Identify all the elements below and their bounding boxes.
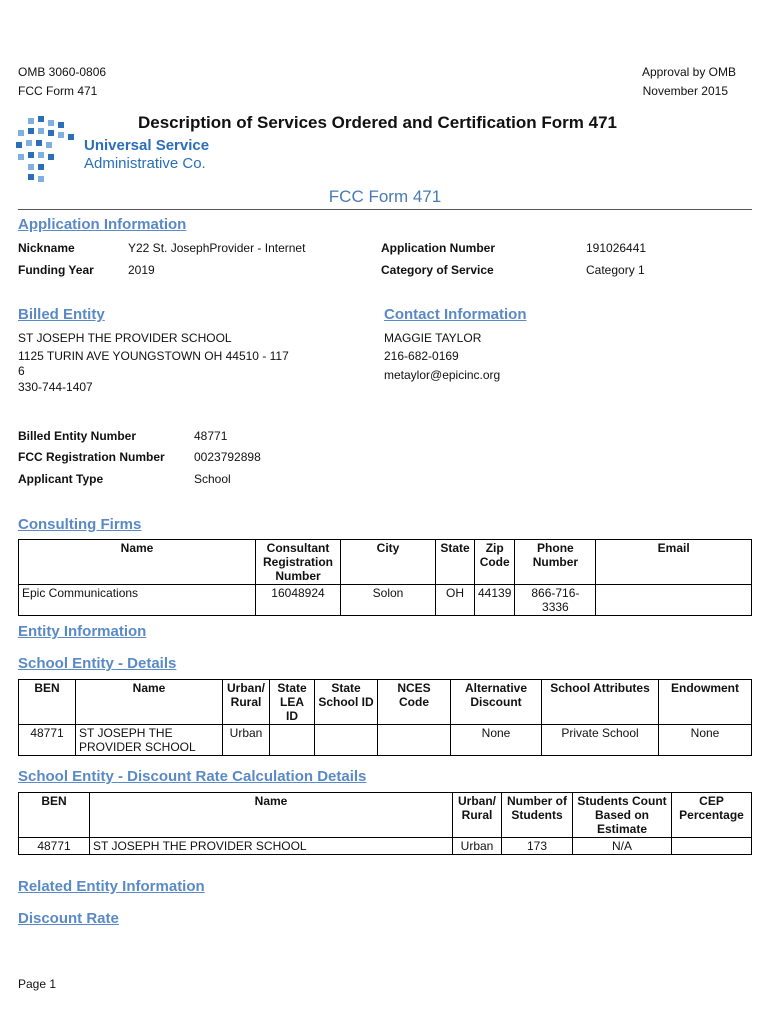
billed-address-line2: 6 [18, 364, 25, 378]
form-heading: FCC Form 471 [328, 187, 442, 206]
cell-urban-rural: Urban [453, 838, 502, 855]
col-urban-rural: Urban/ Rural [223, 680, 270, 725]
page-number: Page 1 [18, 977, 57, 991]
billed-phone: 330-744-1407 [18, 380, 93, 394]
col-cep: CEP Percentage [672, 793, 752, 838]
cell-state: OH [436, 585, 475, 616]
cell-email [596, 585, 752, 616]
col-students: Number of Students [502, 793, 573, 838]
cell-phone: 866-716-3336 [515, 585, 596, 616]
col-name: Name [76, 680, 223, 725]
cell-alt-discount: None [451, 725, 542, 756]
app-number-label: Application Number [381, 241, 496, 255]
section-discount-calc: School Entity - Discount Rate Calculation Details [18, 768, 367, 785]
col-estimate: Students Count Based on Estimate [573, 793, 672, 838]
app-number-value: 191026441 [586, 241, 647, 255]
cell-name: ST JOSEPH THE PROVIDER SCHOOL [90, 838, 453, 855]
cell-city: Solon [341, 585, 436, 616]
col-email: Email [596, 540, 752, 585]
col-state: State [436, 540, 475, 585]
col-ben: BEN [19, 793, 90, 838]
ben-value: 48771 [194, 429, 228, 443]
section-billed-entity: Billed Entity [18, 306, 105, 323]
col-name: Name [19, 540, 256, 585]
ben-label: Billed Entity Number [18, 429, 137, 443]
approval-date: November 2015 [642, 84, 728, 98]
applicant-type-label: Applicant Type [18, 472, 104, 486]
col-nces: NCES Code [378, 680, 451, 725]
section-school-details: School Entity - Details [18, 655, 177, 672]
col-state-school: State School ID [315, 680, 378, 725]
section-entity: Entity Information [18, 623, 147, 640]
cell-estimate: N/A [573, 838, 672, 855]
cell-name: ST JOSEPH THE PROVIDER SCHOOL [76, 725, 223, 756]
category-label: Category of Service [381, 263, 494, 277]
cell-name: Epic Communications [19, 585, 256, 616]
col-ben: BEN [19, 680, 76, 725]
col-consultant-reg: Consultant Registration Number [256, 540, 341, 585]
col-attributes: School Attributes [542, 680, 659, 725]
cell-attributes: Private School [542, 725, 659, 756]
col-phone: Phone Number [515, 540, 596, 585]
col-urban-rural: Urban/ Rural [453, 793, 502, 838]
contact-phone: 216-682-0169 [384, 349, 459, 363]
cell-endowment: None [659, 725, 752, 756]
cell-state-school [315, 725, 378, 756]
col-name: Name [90, 793, 453, 838]
funding-year-label: Funding Year [18, 263, 94, 277]
cell-cep [672, 838, 752, 855]
cell-state-lea [270, 725, 315, 756]
fcc-reg-value: 0023792898 [194, 450, 261, 464]
billed-address-line1: 1125 TURIN AVE YOUNGSTOWN OH 44510 - 117 [18, 349, 289, 363]
fcc-reg-label: FCC Registration Number [18, 450, 165, 464]
form-number: FCC Form 471 [18, 84, 98, 98]
page-title: Description of Services Ordered and Certification Form 471 [138, 113, 617, 132]
col-zip: Zip Code [475, 540, 515, 585]
section-contact: Contact Information [384, 306, 527, 323]
cell-consultant-reg: 16048924 [256, 585, 341, 616]
col-city: City [341, 540, 436, 585]
usac-logo-icon [16, 116, 80, 184]
school-details-table [18, 679, 752, 756]
contact-name: MAGGIE TAYLOR [384, 331, 482, 345]
table-row [19, 725, 752, 756]
section-discount-rate: Discount Rate [18, 910, 119, 927]
cell-urban-rural: Urban [223, 725, 270, 756]
cell-ben: 48771 [19, 725, 76, 756]
col-state-lea: State LEA ID [270, 680, 315, 725]
col-alt-discount: Alternative Discount [451, 680, 542, 725]
applicant-type-value: School [194, 472, 231, 486]
nickname-label: Nickname [18, 241, 75, 255]
cell-nces [378, 725, 451, 756]
section-consulting: Consulting Firms [18, 516, 142, 533]
cell-zip: 44139 [475, 585, 515, 616]
cell-students: 173 [502, 838, 573, 855]
divider [18, 209, 752, 210]
logo-line2: Administrative Co. [84, 155, 206, 172]
category-value: Category 1 [586, 263, 645, 277]
discount-calc-table [18, 792, 752, 855]
col-endowment: Endowment [659, 680, 752, 725]
table-row [19, 585, 752, 616]
cell-ben: 48771 [19, 838, 90, 855]
approval-text: Approval by OMB [641, 65, 736, 79]
omb-number: OMB 3060-0806 [18, 65, 107, 79]
consulting-table [18, 539, 752, 616]
contact-email: metaylor@epicinc.org [384, 368, 501, 382]
nickname-value: Y22 St. JosephProvider - Internet [128, 241, 306, 255]
table-row [19, 838, 752, 855]
section-related-entity: Related Entity Information [18, 878, 205, 895]
section-application: Application Information [18, 216, 187, 233]
funding-year-value: 2019 [128, 263, 155, 277]
billed-entity-name: ST JOSEPH THE PROVIDER SCHOOL [18, 331, 232, 345]
logo-line1: Universal Service [84, 137, 210, 154]
